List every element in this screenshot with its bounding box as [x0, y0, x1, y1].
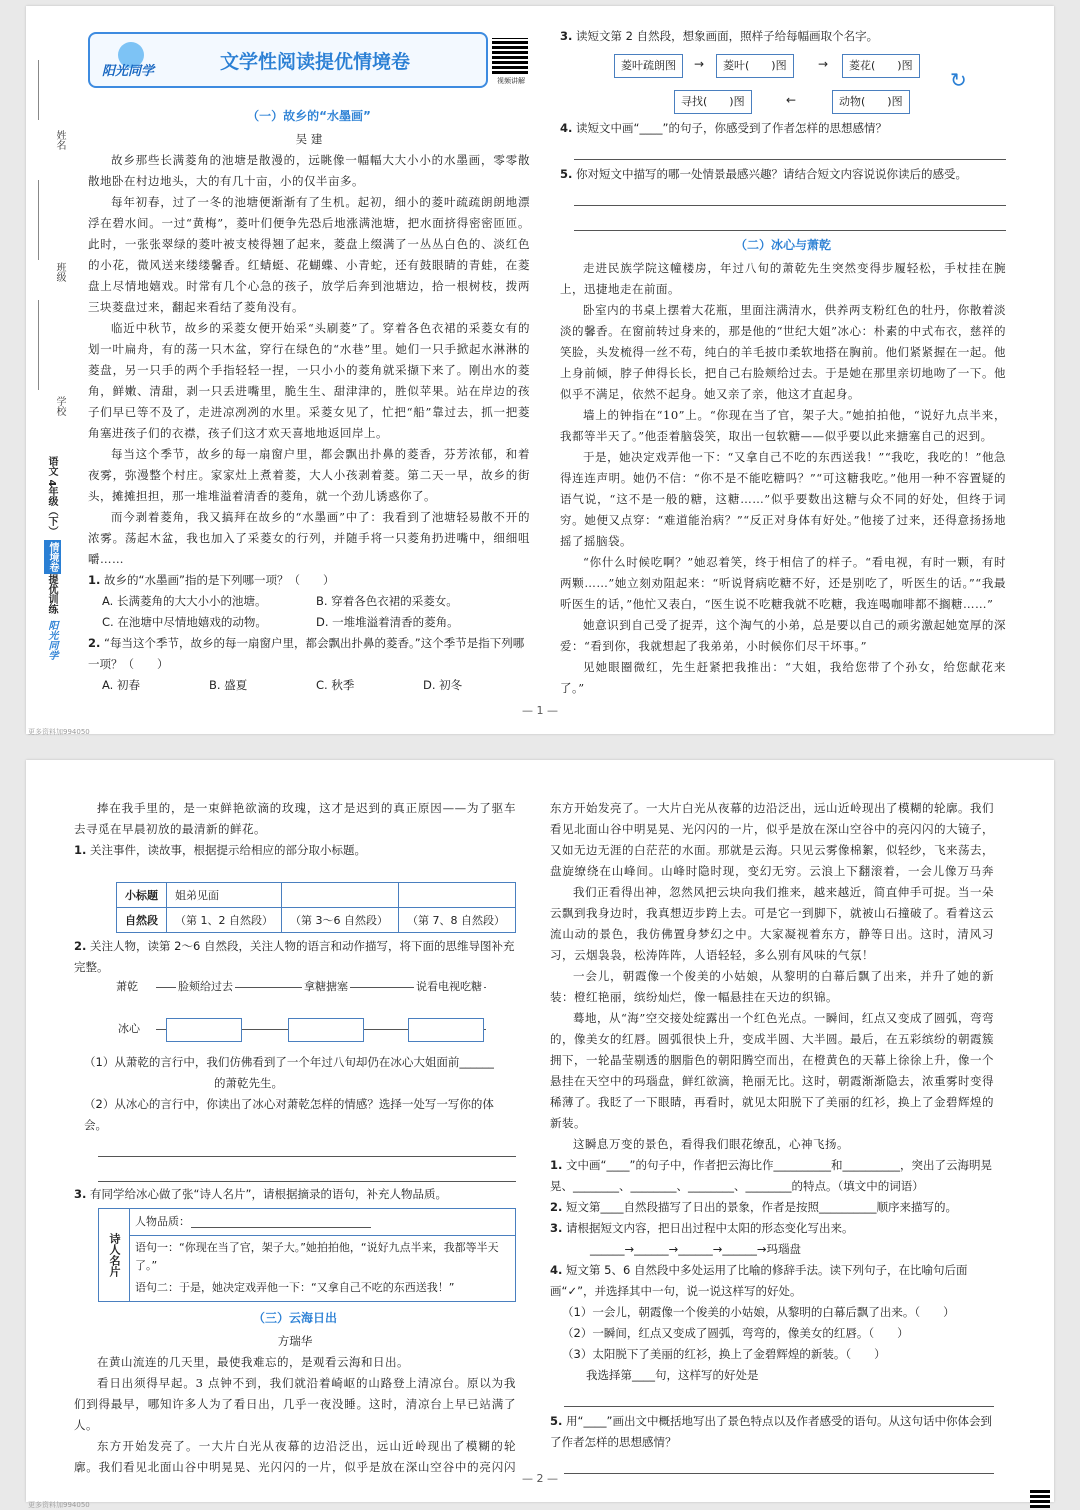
class-label: 班级 — [54, 262, 65, 282]
q-number: 2. — [550, 1200, 563, 1214]
right-column-1 — [560, 26, 1006, 47]
options — [88, 612, 530, 633]
options — [88, 675, 530, 696]
paragraph: 蓦地，从“海”空交接处绽露出一个红色光点。一瞬间，红点又变成了圆弧，弯弯的，像美女的红唇。圆弧很快上升，变成半圆、大半圆。最后，在五彩缤纷的朝霞簇拥下，一轮晶莹剔透的胭脂色的朝阳腾空而出，在橙黄色的天幕上徐徐上升，像一个悬挂在天空中的玛瑙盘，鲜红欲滴，艳丽无比。这时，朝霞渐渐隐去，浓重雾时变得稀薄了。我眨了一下眼睛，再看时，就见太阳脱下了美丽的红衫，换上了金碧辉煌的新装。 — [550, 1011, 994, 1130]
q-number: 5. — [560, 167, 573, 181]
name-line — [38, 60, 39, 120]
flow-box: 菱叶疏朗图 — [614, 54, 683, 78]
q-text: 短文第____自然段描写了日出的景象，作者是按照__________顺序来描写的。 — [566, 1200, 958, 1214]
part2-continued — [74, 798, 516, 861]
q-number: 3. — [560, 29, 573, 43]
q-number: 1. — [74, 843, 87, 857]
subquestion: （1）从萧乾的言行中，我们仿佛看到了一个年过八旬却仍在冰心大姐面前______ — [84, 1055, 494, 1069]
arrow-icon: ← — [786, 93, 797, 107]
watermark: 更多资料加994050 — [28, 1501, 90, 1509]
table-cell-blank[interactable] — [399, 883, 516, 908]
q-text: 有同学给冰心做了张“诗人名片”，请根据摘录的语句，补充人物品质。 — [90, 1187, 447, 1201]
flow-box[interactable]: 动物( )图 — [832, 90, 910, 114]
paragraph: “你什么时候吃啊？”她忍着笑，终于相信了的样子。“看电视，有时一颗，有时两颗……”她立刻劝阻起来：“听说肾病吃糖不好，还是别吃了，听医生的话。”“我最听医生的话，”他忙又表白，“医生说不吃糖我就不吃糖，我连喝咖啡都不搁糖……” — [560, 555, 1006, 611]
answer-line[interactable] — [564, 1386, 994, 1407]
question-p2-3-wrap — [74, 1184, 516, 1205]
subquestion: （2）从冰心的言行中，你读出了冰心对萧乾怎样的情感？选择一处写一写你的体会。 — [84, 1097, 494, 1132]
quality-blank[interactable] — [191, 1227, 371, 1228]
poet-card — [98, 1208, 516, 1302]
paragraph: 东方开始发亮了。一大片白光从夜幕的边沿泛出，远山近岭现出了模糊的轮廓。我们看见北面山谷中明晃晃、光闪闪的一片，似乎是放在深山空谷中的亮闪闪的大镜子，又如无边无涯的白茫茫的水面。那就是云海。只见云雾像棉絮，似轻纱，飞来荡去，盘旋缭绕在山峰间。山峰时隐时现，变幻无穷。云浪上下翻滚着，一会儿像万马奔 — [550, 801, 994, 878]
table-cell: （第 3～6 自然段） — [282, 908, 399, 933]
question-3 — [560, 26, 1006, 47]
q-number: 1. — [550, 1158, 563, 1172]
subtitle-table — [116, 882, 516, 933]
question-p3-3 — [550, 1218, 994, 1239]
simile-item[interactable]: （2）一瞬间，红点又变成了圆弧，弯弯的，像美女的红唇。（ ） — [562, 1326, 909, 1340]
table-header: 小标题 — [117, 883, 167, 908]
paragraph: 于是，她决定戏弄他一下：“又拿自己不吃的东西送我！”“我吃，我吃的！”他急得连连声明。她仍不信：“你不是不能吃糖吗？”“可这糖我吃。”他用一种不容置疑的语气说，“这不是一般的糖，这糖……”似乎要数出这糖与众不同的好处，但终于词穷。她便又点穿：“难道能治病？”“反正对身体有好处。”他接了过来，还得意扬扬地摇了摇脑袋。 — [560, 450, 1006, 548]
card-sentence-1: 语句一：“你现在当了官，架子大。”她拍拍他，“说好九点半来，我都等半天了。” — [135, 1241, 499, 1272]
part3-right — [550, 798, 994, 1478]
q-number: 3. — [74, 1187, 87, 1201]
page-number-1: — 1 — — [522, 704, 558, 717]
q-number: 4. — [550, 1263, 563, 1277]
qr-code-icon[interactable] — [492, 38, 528, 74]
simile-item[interactable]: （3）太阳脱下了美丽的红衫，换上了金碧辉煌的新装。（ ） — [562, 1347, 886, 1361]
answer-line[interactable] — [574, 210, 1006, 231]
question-p3-5 — [550, 1411, 994, 1453]
section-title-3: （三）云海日出 — [252, 1311, 337, 1325]
question-p3-4 — [550, 1260, 994, 1302]
table-cell-blank[interactable] — [282, 883, 399, 908]
mind-label: 说看电视吃糖 — [416, 980, 482, 993]
paragraph: 而今剥着菱角，我又搞拜在故乡的“水墨画”中了：我看到了池塘轻易散不开的浓雾。荡起木盆，我也加入了采菱女的行列，并随手将一只菱角扔进嘴中，细细咀嚼…… — [88, 510, 530, 566]
answer-line[interactable] — [98, 1136, 516, 1157]
answer-line[interactable] — [564, 1453, 994, 1474]
question-p3-2 — [550, 1197, 994, 1218]
card-quality: 人物品质： — [135, 1215, 190, 1228]
option-b[interactable]: B. 穿着各色衣裙的采菱女。 — [316, 594, 458, 608]
page-title: 文学性阅读提优情境卷 — [220, 51, 411, 73]
q-text: 读短文第 2 自然段，想象画面，照样子给每幅画取个名字。 — [576, 29, 879, 43]
series-label: 提优训练 — [46, 574, 57, 614]
mind-map — [116, 978, 496, 1048]
q-text: 短文第 5、6 自然段中多处运用了比喻的修辞手法。读下列句子，在比喻句后面画“✓”，并选择其中一句，说一说这样写的好处。 — [550, 1263, 968, 1298]
q-text: 故乡的“水墨画”指的是下列哪一项？（ ） — [104, 573, 335, 587]
paragraph: 捧在我手里的，是一束鲜艳欲滴的玫瑰，这才是迟到的真正原因——为了驱车去寻觅在早晨初放的最清新的鲜花。 — [74, 801, 516, 836]
table-cell: （第 7、8 自然段） — [399, 908, 516, 933]
watermark: 更多资料加994050 — [28, 728, 90, 736]
author-3: 方瑞华 — [277, 1334, 313, 1348]
mind-bx: 冰心 — [118, 1022, 140, 1035]
mind-label: 拿糖搪塞 — [304, 980, 348, 993]
q-number: 3. — [550, 1221, 563, 1235]
question-p2-1 — [74, 840, 516, 861]
q-text: “每当这个季节，故乡的每一扇窗户里，都会飘出扑鼻的菱香。”这个季节是指下列哪一项？（ ） — [88, 636, 525, 671]
arrow-icon: → — [818, 57, 829, 71]
q-text: 关注事件，读故事，根据提示给相应的部分取小标题。 — [90, 843, 367, 857]
option-a[interactable]: A. 初春 — [102, 678, 140, 692]
subject-label: 语文 4年级（下） — [46, 456, 57, 537]
flow-box[interactable]: 菱花( )图 — [842, 54, 920, 78]
school-line — [38, 300, 39, 390]
brand-logo — [98, 42, 166, 78]
option-b[interactable]: B. 盛夏 — [209, 678, 248, 692]
q-text: 用“____”画出文中概括地写出了景色特点以及作者感受的语句。从这句话中你体会到了作者怎样的思想感情？ — [550, 1414, 992, 1449]
flow-box[interactable]: 菱叶( )图 — [716, 54, 794, 78]
option-c[interactable]: C. 在池塘中尽情地嬉戏的动物。 — [102, 615, 267, 629]
q-text: 请根据短文内容，把日出过程中太阳的形态变化写出来。 — [566, 1221, 854, 1235]
choose-line[interactable]: 我选择第____句，这样写的好处是 — [586, 1368, 759, 1382]
q-number: 2. — [88, 636, 101, 650]
q-text: 关注人物，读第 2～6 自然段，关注人物的语言和动作描写，将下面的思维导图补充完整。 — [74, 939, 515, 974]
q-number: 5. — [550, 1414, 563, 1428]
paragraph: 在黄山流连的几天里，最使我难忘的，是观看云海和日出。 — [97, 1355, 409, 1369]
q-text: 读短文中画“____”的句子，你感受到了作者怎样的思想感情？ — [576, 121, 887, 135]
q-number: 4. — [560, 121, 573, 135]
answer-line[interactable] — [98, 1161, 516, 1182]
paragraph: 我们正看得出神，忽然风把云块向我们推来，越来越近，简直伸手可捉。当一朵云飘到我身边时，我真想迈步跨上去。可是它一到脚下，就被山石撞破了。看着这云流山动的景色，我仿佛置身梦幻之中。大家凝视着东方，静等日出。这时，清风习习，云烟袅袅，松涛阵阵，人语轻轻，多么别有风味的气氛！ — [550, 885, 994, 962]
question-p2-2-wrap — [74, 936, 516, 978]
paragraph: 墙上的钟指在“10”上。“你现在当了官，架子大。”她拍拍他，“说好九点半来，我都等半天了。”他歪着脑袋笑，取出一包软糖——似乎要以此来搪塞自己的迟到。 — [560, 408, 1006, 443]
paragraph: 看日出须得早起。3 点钟不到，我们就沿着崎岖的山路登上清凉台。原以为我们到得最早，哪知许多人为了看日出，几乎一夜没睡。这时，清凉台上早已站满了人。 — [74, 1376, 516, 1432]
question-p2-3 — [74, 1184, 516, 1205]
table-cell: 姐弟见面 — [167, 883, 282, 908]
options — [88, 591, 530, 612]
mind-answer-box[interactable] — [288, 1018, 364, 1042]
page-number-2: — 2 — — [522, 1472, 558, 1485]
section-title-2: （二）冰心与萧乾 — [734, 238, 831, 252]
q-text: 你对短文中描写的哪一处情景最感兴趣？请结合短文内容说说你读后的感受。 — [576, 167, 968, 181]
q-text: 文中画“____”的句子中，作者把云海比作__________和__________，突出了云海明晃晃、________、________、________、________的特点。（填文中的词语） — [550, 1158, 992, 1193]
question-p2-2 — [74, 936, 516, 978]
question-p3-1 — [550, 1155, 994, 1197]
answer-line[interactable] — [574, 139, 1006, 160]
mind-label: 脸颊给过去 — [178, 980, 233, 993]
paragraph: 每年初春，过了一冬的池塘便渐渐有了生机。起初，细小的菱叶疏疏朗朗地漂浮在碧水间。一过“黄梅”，菱叶们便争先恐后地涨满池塘，把水面挤得密密匝匝。此时，一张张翠绿的菱叶被支棱得翘了起来，菱盘上缀满了一丛丛白色的、淡红色的小花，微风送来缕缕馨香。红蜻蜓、花蝴蝶、小青蛇，还有鼓眼睛的青蛙，在菱盘上尽情地嬉戏。时常有几个心急的孩子，放学后奔到池塘边，拾一根树枝，拨两三块菱盘过来，翻起来看结了菱角没有。 — [88, 195, 530, 314]
brand-side-label: 阳光同学 — [46, 620, 57, 660]
tag-label: 情境卷 — [44, 540, 61, 574]
school-label: 学校 — [54, 396, 65, 416]
paragraph: 走进民族学院这幢楼房，年过八旬的萧乾先生突然变得步履轻松，手杖挂在腕上，迅捷地走在前面。 — [560, 261, 1006, 296]
paragraph: 故乡那些长满菱角的池塘是散漫的，远眺像一幅幅大大小小的水墨画，零零散散地卧在村边地头，大的有几十亩，小的仅半亩多。 — [88, 153, 530, 188]
answer-line[interactable] — [574, 185, 1006, 206]
paragraph: 卧室内的书桌上摆着大花瓶，里面注满清水，供养两支粉红色的牡丹，你散着淡淡的馨香。在窗前转过身来的，那是他的“世纪大姐”冰心：朴素的中式布衣，慈祥的笑脸，头发梳得一丝不苟，纯白的羊毛披巾柔软地搭在胸前。他们紧紧握在一起。他上身前倾，脖子伸得长长，把自己右脸颊给过去。于是她在那里亲切地吻了一下。他似乎不满足，依然不起身。她又亲了亲，他这才直起身。 — [560, 303, 1006, 401]
option-d[interactable]: D. 一堆堆溢着清香的菱角。 — [316, 615, 459, 629]
section-title-1: （一）故乡的“水墨画” — [247, 109, 371, 123]
option-d[interactable]: D. 初冬 — [423, 678, 463, 692]
paragraph: 见她眼圈微红，先生赶紧把我推出：“大姐，我给您带了个孙女，给您献花来了。” — [560, 660, 1006, 695]
part3-left — [74, 1306, 516, 1478]
mind-answer-box[interactable] — [166, 1018, 242, 1042]
qr-caption: 视频讲解 — [497, 77, 525, 85]
paragraph: 每当这个季节，故乡的每一扇窗户里，都会飘出扑鼻的菱香，芬芳浓郁，和着夜雾，弥漫整个村庄。家家灶上煮着菱，大人小孩剥着菱。第二天一早，故乡的街头，摊摊担担，那一堆堆溢着清香的菱角，就一个劲儿诱惑你了。 — [88, 447, 530, 503]
part1-column — [88, 104, 530, 696]
paragraph: 东方开始发亮了。一大片白光从夜幕的边沿泛出，远山近岭现出了模糊的轮廓。我们看见北面山谷中明晃晃、光闪闪的一片，似乎是放在深山空谷中的亮闪闪 — [74, 1439, 516, 1474]
question-2 — [88, 633, 530, 675]
table-cell: （第 1、2 自然段） — [167, 908, 282, 933]
flow-box[interactable]: 寻找( )图 — [674, 90, 752, 114]
author-1: 吴 建 — [295, 132, 323, 146]
morph-chain[interactable]: ______→______→______→______→玛瑙盘 — [590, 1242, 802, 1256]
card-side-label: 诗人名片 — [99, 1209, 130, 1301]
question-4 — [560, 118, 1006, 139]
question-1 — [88, 570, 530, 591]
name-label: 姓名 — [54, 130, 65, 150]
class-line — [38, 180, 39, 260]
paragraph: 临近中秋节，故乡的采菱女便开始采“头刷菱”了。穿着各色衣裙的采菱女有的划一叶扁舟，有的荡一只木盆，穿行在绿色的“水巷”里。她们一只手掀起水淋淋的菱盘，另一只手的两个手指轻轻一捏，一只小小的菱角就采撷下来了。刚出水的菱角，鲜嫩、清甜，剥一只丢进嘴里，脆生生、甜津津的，胜似苹果。站在岸边的孩子们早已等不及了，走进凉冽冽的水里。采菱女见了，忙把“船”靠过去，抓一把菱角塞进孩子们的衣襟，孩子们这才欢天喜地地返回岸上。 — [88, 321, 530, 440]
subquestion-cont: 的萧乾先生。 — [214, 1076, 283, 1090]
right-questions-1 — [560, 118, 1006, 699]
curve-arrow-icon: ↻ — [950, 68, 967, 92]
option-a[interactable]: A. 长满菱角的大大小小的池塘。 — [102, 594, 267, 608]
q-number: 2. — [74, 939, 87, 953]
card-divider — [129, 1235, 515, 1236]
mind-xq: 萧乾 — [116, 980, 138, 993]
title-banner — [88, 32, 488, 88]
qr-code-small-icon[interactable] — [1030, 1488, 1050, 1508]
arrow-icon: → — [694, 57, 705, 71]
q2-subparts — [84, 1052, 516, 1186]
paragraph: 她意识到自己受了捉弄，这个淘气的小弟，总是要以自己的顽劣激起她宽厚的深爱：“看到你，我就想起了我弟弟，小时候你们尽干坏事。” — [560, 618, 1006, 653]
qr-code[interactable] — [492, 38, 530, 86]
q-number: 1. — [88, 573, 101, 587]
card-sentence-2: 语句二：于是，她决定戏弄他一下：“又拿自己不吃的东西送我！” — [135, 1281, 455, 1294]
title-flow — [610, 54, 1010, 114]
option-c[interactable]: C. 秋季 — [316, 678, 355, 692]
question-5 — [560, 164, 1006, 185]
paragraph: 这瞬息万变的景色，看得我们眼花缭乱，心神飞扬。 — [573, 1137, 849, 1151]
brand-text: 阳光同学 — [102, 64, 155, 79]
mind-answer-box[interactable] — [408, 1018, 484, 1042]
table-header: 自然段 — [117, 908, 167, 933]
simile-item[interactable]: （1）一会儿，朝霞像一个俊美的小姑娘，从黎明的白幕后飘了出来。（ ） — [562, 1305, 955, 1319]
paragraph: 一会儿，朝霞像一个俊美的小姑娘，从黎明的白幕后飘了出来，并升了她的新装：橙红艳丽，缤纷灿烂，像一幅悬挂在天边的织锦。 — [550, 969, 994, 1004]
